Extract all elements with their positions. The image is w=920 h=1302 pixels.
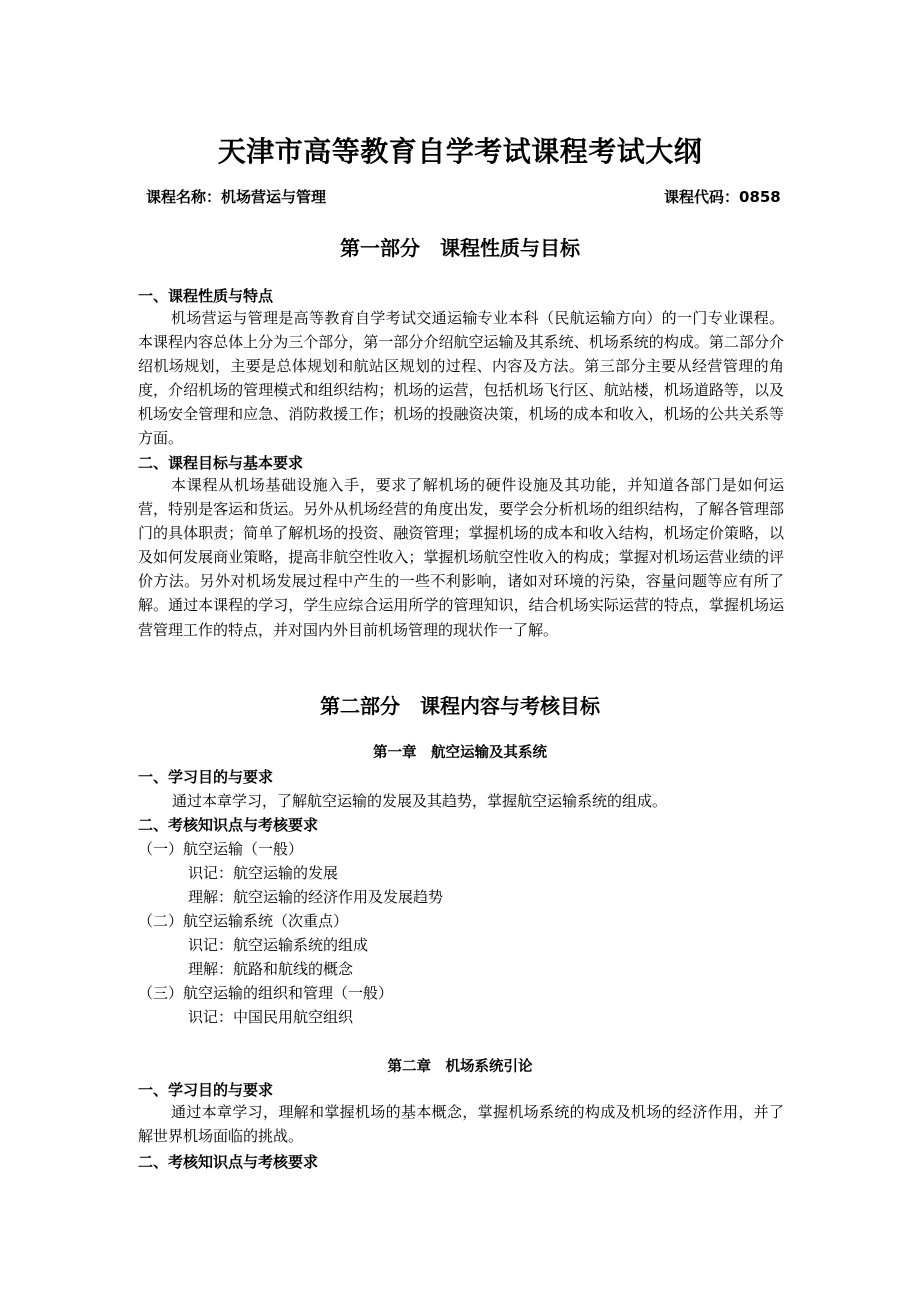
part2-heading: 第二部分 课程内容与考核目标 xyxy=(320,694,600,718)
chapter2-heading: 第二章 机场系统引论 xyxy=(387,1059,533,1075)
course-name: 课程名称：机场营运与管理 xyxy=(146,188,327,206)
part1-section2-heading: 二、课程目标与基本要求 xyxy=(138,454,304,472)
chapter1-item-understand: 理解：航空运输的经济作用及发展趋势 xyxy=(188,888,444,906)
chapter2-goal-text: 通过本章学习，理解和掌握机场的基本概念，掌握机场系统的构成及机场的经济作用，并了解世界机场面临的挑战。 xyxy=(138,1103,784,1146)
chapter2-goal-heading: 一、学习目的与要求 xyxy=(138,1081,274,1099)
chapter1-item-understand: 理解：航路和航线的概念 xyxy=(188,960,354,978)
chapter1-item-heading: （三）航空运输的组织和管理（一般） xyxy=(138,984,394,1002)
chapter1-item-heading: （一）航空运输（一般） xyxy=(138,840,304,858)
part1-heading: 第一部分 课程性质与目标 xyxy=(340,236,580,260)
chapter1-item-memorize: 识记：航空运输的发展 xyxy=(188,864,339,882)
chapter1-item-memorize: 识记：航空运输系统的组成 xyxy=(188,936,369,954)
part1-section2-paragraph: 本课程从机场基础设施入手，要求了解机场的硬件设施及其功能，并知道各部门是如何运营，特别是客运和货运。另外从机场经营的角度出发，要学会分析机场的组织结构，了解各管理部门的具体职责；简单了解机场的投资、融资管理；掌握机场的成本和收入结构，机场定价策略，以及如何发展商业策略，提高非航空性收入；掌握机场航空性收入的构成；掌握对机场运营业绩的评价方法。另外对机场发展过程中产生的一些不利影响，诸如对环境的污染，容量问题等应有所了解。通过本课程的学习，学生应综合运用所学的管理知识，结合机场实际运营的特点，掌握机场运营管理工作的特点，并对国内外目前机场管理的现状作一了解。 xyxy=(138,476,784,639)
document-title: 天津市高等教育自学考试课程考试大纲 xyxy=(217,135,703,168)
chapter1-item-heading: （二）航空运输系统（次重点） xyxy=(138,912,349,930)
course-code: 课程代码：0858 xyxy=(664,188,781,206)
chapter1-item-memorize: 识记：中国民用航空组织 xyxy=(188,1008,354,1026)
chapter1-goal-heading: 一、学习目的与要求 xyxy=(138,768,274,786)
part1-section1-heading: 一、课程性质与特点 xyxy=(138,287,274,305)
chapter1-points-heading: 二、考核知识点与考核要求 xyxy=(138,816,319,834)
part1-section1-paragraph: 机场营运与管理是高等教育自学考试交通运输专业本科（民航运输方向）的一门专业课程。本课程内容总体上分为三个部分，第一部分介绍航空运输及其系统、机场系统的构成。第二部分介绍机场规划，主要是总体规划和航站区规划的过程、内容及方法。第三部分主要从经营管理的角度，介绍机场的管理模式和组织结构；机场的运营，包括机场飞行区、航站楼，机场道路等，以及机场安全管理和应急、消防救援工作；机场的投融资决策，机场的成本和收入，机场的公共关系等方面。 xyxy=(138,309,784,448)
chapter1-goal-text: 通过本章学习，了解航空运输的发展及其趋势，掌握航空运输系统的组成。 xyxy=(172,792,668,810)
chapter1-heading: 第一章 航空运输及其系统 xyxy=(373,745,547,761)
chapter2-points-heading: 二、考核知识点与考核要求 xyxy=(138,1153,319,1171)
